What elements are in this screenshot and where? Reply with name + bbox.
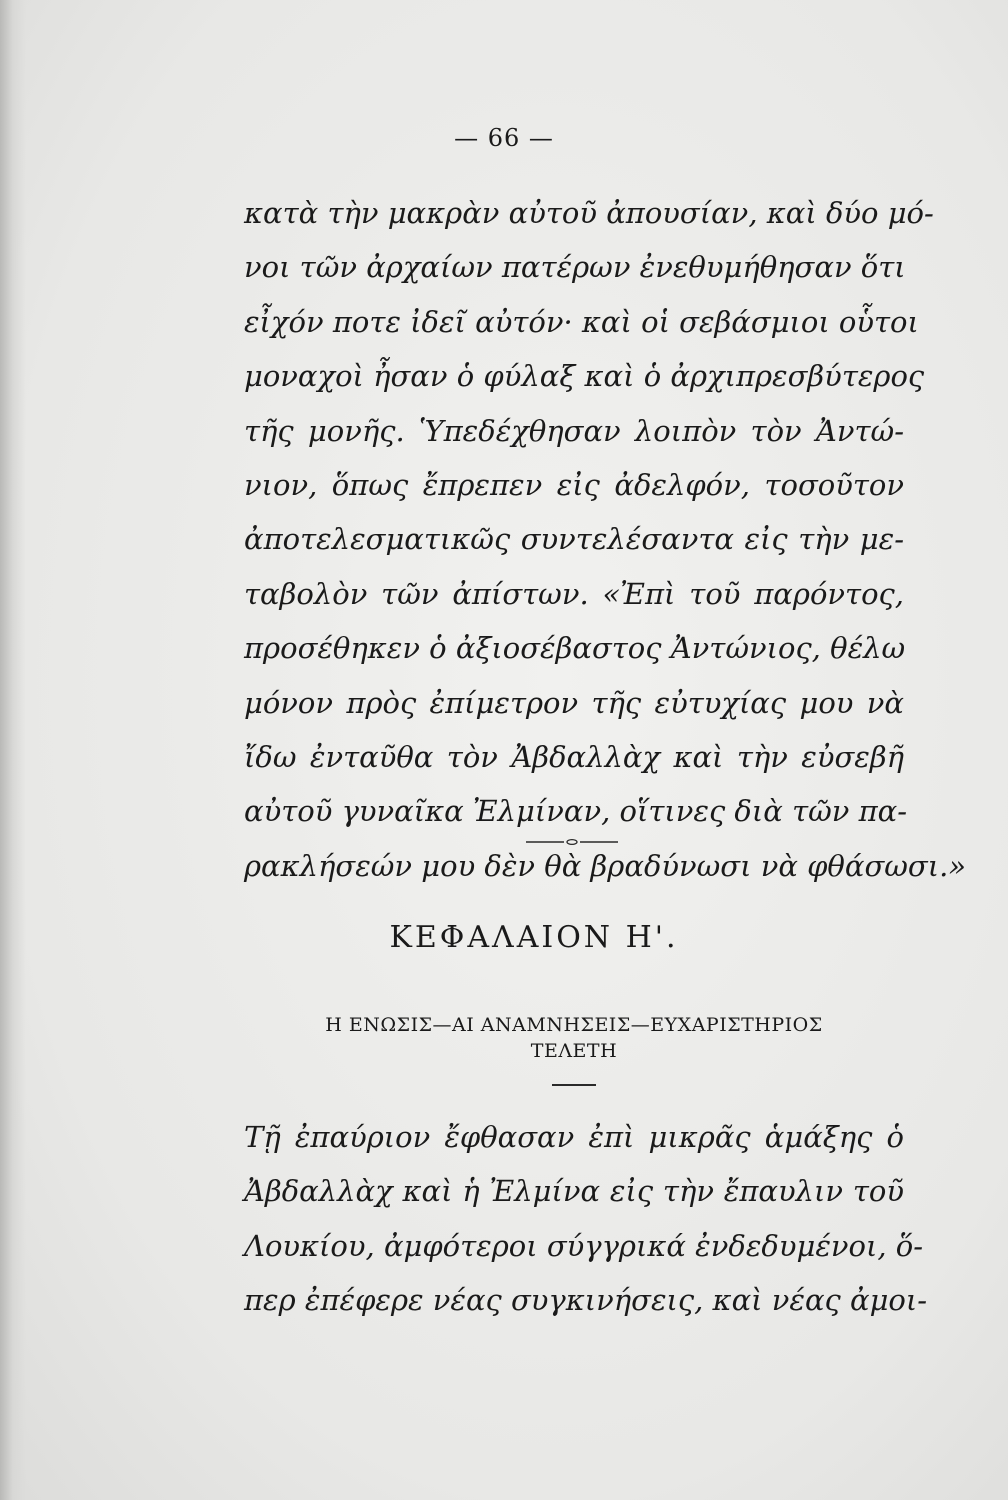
text-line: ἴδω ἐνταῦθα τὸν Ἀβδαλλὰχ καὶ τὴν εὐσεβῆ — [244, 740, 904, 775]
chapter-subtitle — [0, 1012, 1008, 1064]
chapter-subtitle-line-2: ΤΕΛΕΤΗ — [530, 1040, 618, 1062]
text-line: μόνον πρὸς ἐπίμετρον τῆς εὐτυχίας μου νὰ — [244, 685, 904, 720]
chapter-subtitle-line-1: Η ΕΝΩΣΙΣ—ΑΙ ΑΝΑΜΝΗΣΕΙΣ—ΕΥΧΑΡΙΣΤΗΡΙΟΣ — [325, 1014, 823, 1036]
binding-shadow — [0, 0, 26, 1500]
text-line: μοναχοὶ ἦσαν ὁ φύλαξ καὶ ὁ ἀρχιπρεσβύτερος — [244, 359, 925, 394]
text-line: ἀποτελεσματικῶς συντελέσαντα εἰς τὴν με- — [244, 522, 904, 557]
text-line: Ἀβδαλλὰχ καὶ ἡ Ἐλμίνα εἰς τὴν ἔπαυλιν τοῦ — [244, 1174, 904, 1209]
text-line: ρακλήσεών μου δὲν θὰ βραδύνωσι νὰ φθάσωσι.» — [244, 848, 967, 883]
text-line: κατὰ τὴν μακρὰν αὐτοῦ ἀπουσίαν, καὶ δύο μό- — [244, 196, 934, 230]
section-ornament — [526, 838, 618, 846]
short-rule — [552, 1084, 596, 1086]
chapter-title: ΚΕΦΑΛΑΙΟΝ Η'. — [389, 920, 679, 955]
text-line: περ ἐπέφερε νέας συγκινήσεις, καὶ νέας ἀμοι- — [244, 1283, 928, 1318]
text-line: προσέθηκεν ὁ ἀξιοσέβαστος Ἀντώνιος, θέλω — [244, 631, 906, 666]
text-line: Τῇ ἐπαύριον ἔφθασαν ἐπὶ μικρᾶς ἁμάξης ὁ — [244, 1120, 904, 1154]
paragraph-2 — [244, 1110, 928, 1328]
page-number: — 66 — — [454, 124, 554, 152]
text-line: νοι τῶν ἀρχαίων πατέρων ἐνεθυμήθησαν ὅτι — [244, 250, 906, 285]
paragraph-1 — [244, 186, 967, 893]
text-line: εἶχόν ποτε ἰδεῖ αὐτόν· καὶ οἱ σεβάσμιοι οὗτοι — [244, 304, 919, 339]
text-line: νιον, ὅπως ἔπρεπεν εἰς ἀδελφόν, τοσοῦτον — [244, 468, 904, 503]
text-line: αὐτοῦ γυναῖκα Ἐλμίναν, οἵτινες διὰ τῶν πα- — [244, 794, 908, 829]
text-line: Λουκίου, ἀμφότεροι σύγγρικά ἐνδεδυμένοι, ὅ- — [244, 1228, 924, 1263]
text-line: ταβολὸν τῶν ἀπίστων. «Ἐπὶ τοῦ παρόντος, — [244, 576, 904, 611]
text-line: τῆς μονῆς. Ὑπεδέχθησαν λοιπὸν τὸν Ἀντώ- — [244, 413, 904, 448]
